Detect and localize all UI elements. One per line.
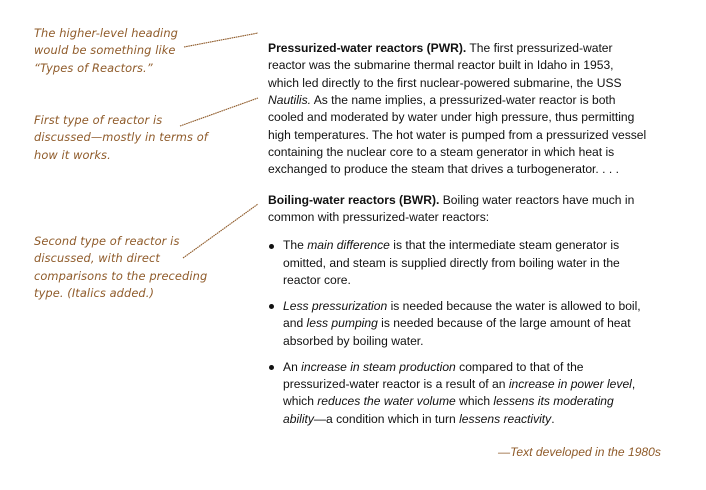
italic-text: increase in steam production — [301, 359, 456, 374]
italic-text: lessens reactivity — [459, 411, 552, 426]
body-text: , — [631, 376, 636, 391]
annotation-first-type-note — [34, 112, 208, 164]
main-text-column — [268, 40, 706, 436]
annotation-line: type. (Italics added.) — [34, 285, 155, 300]
pwr-paragraph — [268, 40, 706, 179]
body-text: cooled and moderated by water under high pressure, thus permitting — [268, 110, 635, 125]
body-text: compared to that of the — [455, 359, 584, 374]
italic-text: main difference — [307, 238, 390, 253]
annotation-second-type-note — [34, 233, 207, 302]
body-text: Boiling water reactors have much in — [439, 192, 635, 207]
body-text: —a condition which in turn — [313, 411, 460, 426]
bullet-icon — [269, 365, 274, 370]
italic-text: lessens its moderating — [493, 394, 614, 409]
italic-text: increase in power level — [508, 376, 632, 391]
list-item — [268, 237, 706, 289]
body-text: An — [283, 359, 302, 374]
annotation-line: comparisons to the preceding — [34, 268, 208, 283]
annotation-line: The higher-level heading — [34, 26, 178, 40]
source-attribution: —Text developed in the 1980s — [498, 445, 661, 459]
body-text: and — [283, 316, 307, 331]
list-item — [268, 359, 706, 428]
bwr-paragraph — [268, 192, 706, 227]
annotation-line: discussed—mostly in terms of — [34, 130, 208, 145]
bwr-differences-list — [268, 237, 706, 427]
italic-text: Less pressurization — [283, 298, 388, 313]
italic-text: reduces the water volume — [317, 394, 456, 409]
italic-text: less pumping — [306, 316, 378, 331]
connector-line-1 — [184, 33, 258, 47]
list-item — [268, 298, 706, 350]
body-text: pressurized-water reactor is a result of an — [283, 376, 509, 391]
body-text: omitted, and steam is supplied directly from boiling water in the — [283, 255, 620, 270]
body-text: is needed because of the large amount of heat — [377, 316, 631, 331]
body-text: which — [455, 394, 494, 409]
annotation-heading-note — [34, 25, 178, 77]
body-text: is that the intermediate steam generator is — [389, 238, 620, 253]
bullet-icon — [269, 304, 274, 309]
body-text: high temperatures. The hot water is pumped from a pressurized vessel — [268, 127, 647, 142]
italic-text: ability — [283, 411, 314, 426]
annotation-line: would be something like — [34, 43, 176, 58]
annotation-line: First type of reactor is — [34, 113, 163, 127]
pwr-heading: Pressurized-water reactors (PWR). — [268, 41, 467, 55]
body-text: common with pressurized-water reactors: — [268, 210, 490, 225]
body-text: absorbed by boiling water. — [283, 333, 424, 348]
body-text: reactor was the submarine thermal reactor built in Idaho in 1953, — [268, 58, 614, 73]
body-text: The first pressurized-water — [466, 41, 613, 55]
body-text: . — [551, 411, 555, 426]
bwr-heading: Boiling-water reactors (BWR). — [268, 192, 440, 207]
body-text: which — [283, 394, 318, 409]
bullet-icon — [269, 244, 274, 249]
italic-text: Nautilis. — [268, 93, 312, 108]
annotation-line: Second type of reactor is — [34, 234, 180, 248]
body-text: reactor core. — [283, 273, 351, 288]
body-text: is needed because the water is allowed to boil, — [387, 298, 641, 313]
body-text: The — [283, 238, 308, 253]
annotation-line: “Types of Reactors.” — [34, 60, 153, 75]
body-text: As the name implies, a pressurized-water reactor is both — [311, 93, 616, 108]
annotation-line: discussed, with direct — [34, 251, 160, 266]
body-text: exchanged to produce the steam that drives a turbogenerator. . . . — [268, 162, 619, 177]
annotation-line: how it works. — [34, 147, 111, 162]
body-text: which led directly to the first nuclear-powered submarine, the USS — [268, 75, 622, 90]
body-text: containing the nuclear core to a steam generator in which heat is — [268, 145, 615, 160]
